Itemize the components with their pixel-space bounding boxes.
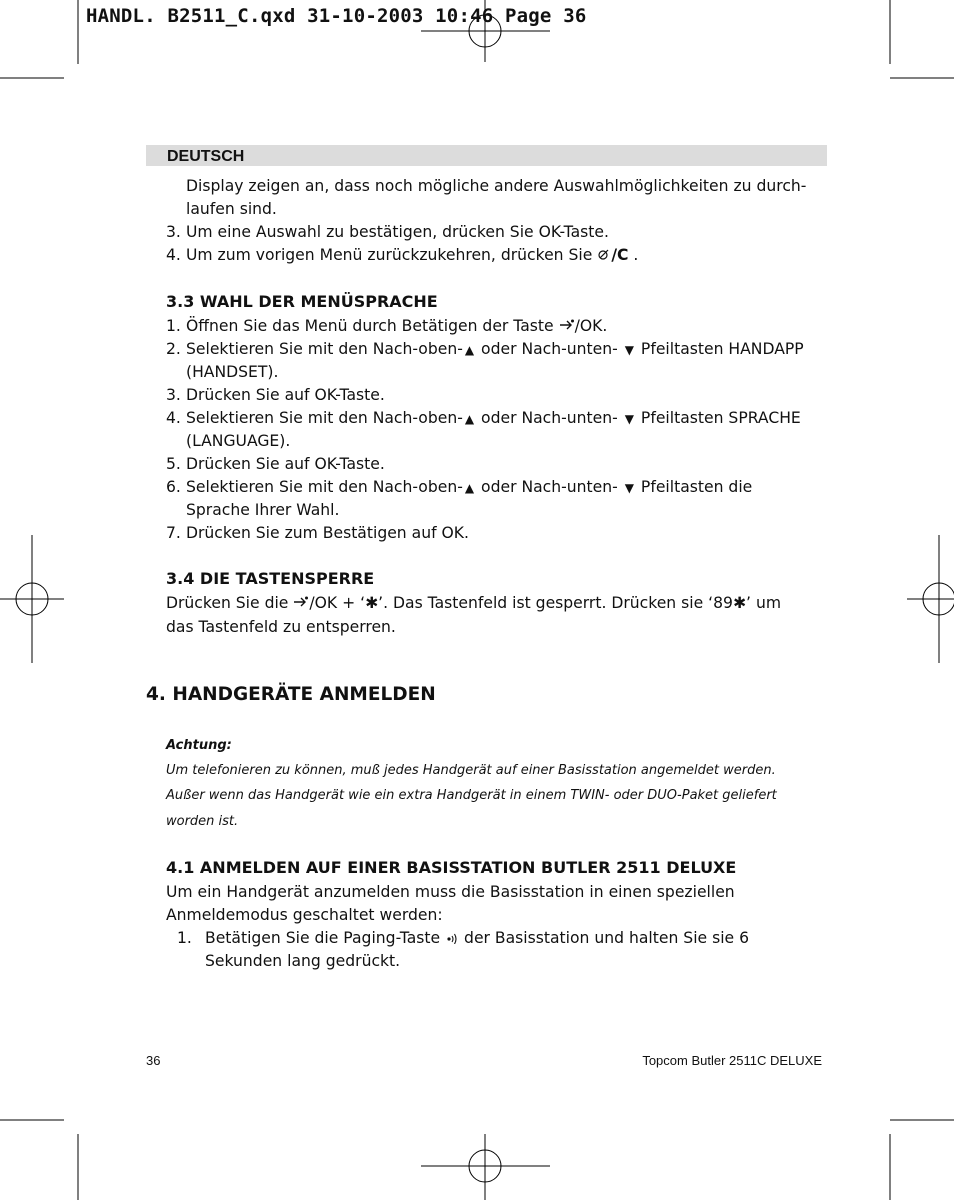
heading-4: 4. HANDGERÄTE ANMELDEN	[146, 684, 436, 705]
keylock-text-2: das Tastenfeld zu entsperren.	[166, 618, 396, 636]
step-text: Selektieren Sie mit den Nach-oben-	[186, 340, 463, 358]
heading-3-3: 3.3 WAHL DER MENÜSPRACHE	[166, 292, 438, 311]
keylock-text-b: /OK + ‘	[309, 594, 366, 612]
language-bar: DEUTSCH	[146, 145, 827, 166]
step-3-3-4	[166, 407, 801, 431]
step-3-3-6	[166, 476, 752, 500]
keylock-text-a: Drücken Sie die	[166, 594, 289, 612]
intro-continuation-1: Display zeigen an, dass noch mögliche andere Auswahlmöglichkeiten zu durch-	[186, 177, 807, 195]
note-line-2: Außer wenn das Handgerät wie ein extra Handgerät in einem TWIN- oder DUO-Paket geliefert	[166, 788, 777, 803]
step-number: 5.	[166, 455, 181, 473]
keylock-text-c: ’. Das Tastenfeld ist gesperrt. Drücken sie ‘89	[378, 594, 733, 612]
step-text: Drücken Sie auf OK-Taste.	[186, 386, 385, 404]
page-number: 36	[146, 1053, 161, 1068]
step-3-3-7	[166, 522, 469, 545]
step-text: Selektieren Sie mit den Nach-oben-	[186, 478, 463, 496]
cancel-key-icon	[597, 245, 611, 268]
step-text-mid: oder Nach-unten-	[481, 409, 618, 427]
menu-key-icon	[559, 316, 575, 339]
down-arrow-icon: ▼	[624, 481, 634, 495]
print-slug-header: HANDL. B2511_C.qxd 31-10-2003 10:46 Page 36	[86, 5, 587, 27]
step-text: Drücken Sie zum Bestätigen auf OK.	[186, 524, 469, 542]
step-3-3-3	[166, 384, 385, 407]
note-line-3: worden ist.	[166, 814, 239, 829]
heading-3-4: 3.4 DIE TASTENSPERRE	[166, 569, 375, 588]
registration-intro-2: Anmeldemodus geschaltet werden:	[166, 906, 443, 924]
step-text: Öffnen Sie das Menü durch Betätigen der Taste	[186, 317, 554, 335]
item-number: 4.	[166, 246, 181, 264]
step-text: Drücken Sie auf OK-Taste.	[186, 455, 385, 473]
paging-key-icon	[445, 928, 459, 951]
menu-key-icon	[293, 593, 309, 616]
step-text: Selektieren Sie mit den Nach-oben-	[186, 409, 463, 427]
cancel-key-label: /C	[611, 246, 629, 264]
step-number: 7.	[166, 524, 181, 542]
item-text: Um eine Auswahl zu bestätigen, drücken Sie OK-Taste.	[186, 223, 609, 241]
step-number: 3.	[166, 386, 181, 404]
step-3-3-4-cont: (LANGUAGE).	[186, 432, 291, 450]
down-arrow-icon: ▼	[624, 412, 634, 426]
registration-step-1	[177, 927, 749, 951]
step-text-end: /OK.	[574, 317, 608, 335]
keylock-text-d: ’ um	[746, 594, 782, 612]
step-number: 1.	[166, 317, 181, 335]
registration-step-1-cont: Sekunden lang gedrückt.	[205, 952, 401, 970]
step-text-mid: oder Nach-unten-	[481, 340, 618, 358]
up-arrow-icon: ▲	[464, 343, 475, 357]
step-text-end: Pfeiltasten die	[640, 478, 753, 496]
step-text-mid: oder Nach-unten-	[481, 478, 618, 496]
step-number: 6.	[166, 478, 181, 496]
item-text-end: .	[633, 246, 639, 264]
step-3-3-5	[166, 453, 385, 476]
heading-4-1: 4.1 ANMELDEN AUF EINER BASISSTATION BUTLER 2511 DELUXE	[166, 858, 737, 877]
step-number: 1.	[177, 929, 192, 947]
step-3-3-2-cont: (HANDSET).	[186, 363, 279, 381]
down-arrow-icon: ▼	[624, 343, 634, 357]
note-title: Achtung:	[166, 738, 232, 753]
registration-intro-1: Um ein Handgerät anzumelden muss die Basisstation in einen speziellen	[166, 883, 735, 901]
step-3-3-2	[166, 338, 804, 362]
step-3-3-6-cont: Sprache Ihrer Wahl.	[186, 501, 340, 519]
intro-item-4	[166, 244, 638, 268]
step-number: 2.	[166, 340, 181, 358]
up-arrow-icon: ▲	[464, 412, 475, 426]
star-key-icon: ✱	[365, 594, 379, 612]
keylock-text-1	[166, 592, 781, 616]
note-line-1: Um telefonieren zu können, muß jedes Handgerät auf einer Basisstation angemeldet werden.	[166, 763, 776, 778]
item-text: Um zum vorigen Menü zurückzukehren, drücken Sie	[186, 246, 593, 264]
step-number: 4.	[166, 409, 181, 427]
step-text-end: der Basisstation und halten Sie sie 6	[464, 929, 750, 947]
step-3-3-1	[166, 315, 607, 339]
step-text-end: Pfeiltasten SPRACHE	[640, 409, 801, 427]
up-arrow-icon: ▲	[464, 481, 475, 495]
item-number: 3.	[166, 223, 181, 241]
intro-continuation-2: laufen sind.	[186, 200, 277, 218]
footer-product-name: Topcom Butler 2511C DELUXE	[642, 1053, 822, 1068]
intro-item-3	[166, 221, 609, 244]
step-text-end: Pfeiltasten HANDAPP	[640, 340, 804, 358]
step-text: Betätigen Sie die Paging-Taste	[205, 929, 441, 947]
star-key-icon: ✱	[732, 594, 747, 612]
